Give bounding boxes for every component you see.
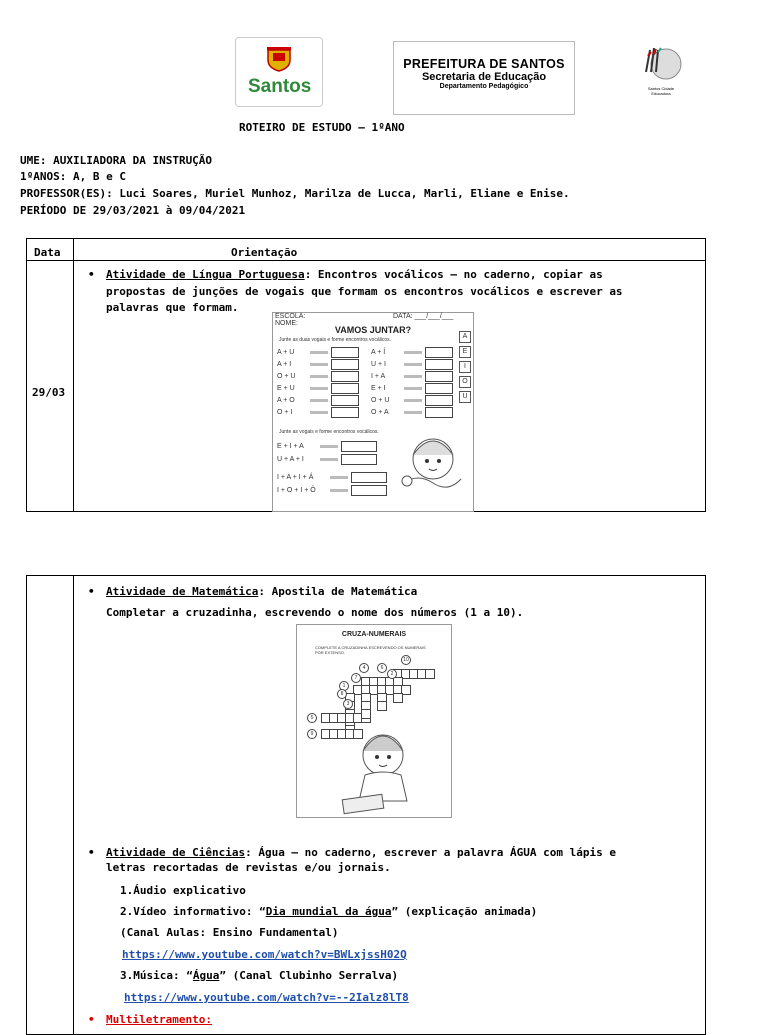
right-pairs-column	[371, 347, 453, 419]
vowel-tag: O	[459, 376, 471, 388]
answer-box	[351, 472, 387, 483]
science-activity-text: : Água – no caderno, escrever a palavra ÁGUA com lápis e	[245, 846, 616, 859]
science-activity-line2: letras recortadas de revistas e/ou jornais.	[106, 861, 391, 874]
cruza-numerais-worksheet	[296, 624, 452, 818]
left-pair-row	[277, 407, 359, 419]
item-video	[120, 905, 537, 918]
triple-row	[277, 441, 387, 454]
answer-box	[351, 485, 387, 496]
answer-box	[425, 383, 453, 394]
arrow-icon	[330, 476, 348, 479]
sheet-instruction-2: Junte as vogais e forme encontros vocálicos.	[279, 429, 379, 435]
crossword-number: 4	[359, 663, 369, 673]
vowel-tag: I	[459, 361, 471, 373]
triple-label: I + A + I + Á	[277, 474, 314, 482]
right-pair-label: O + A	[371, 409, 389, 417]
crossword-number: 1	[339, 681, 349, 691]
arrow-icon	[404, 399, 422, 402]
portuguese-activity-title: Atividade de Língua Portuguesa	[106, 268, 305, 281]
prefeitura-header	[393, 41, 575, 115]
answer-box	[331, 395, 359, 406]
triple-label: U + A + I	[277, 456, 304, 464]
sheet-nome: NOME:	[275, 320, 298, 327]
triple-row	[277, 454, 387, 472]
item-music-prefix: 3.Música: “	[120, 969, 193, 982]
cruza-title: CRUZA-NUMERAIS	[341, 631, 407, 638]
vamos-juntar-worksheet	[272, 312, 474, 512]
arrow-icon	[404, 363, 422, 366]
portuguese-activity-line2: propostas de junções de vogais que formam os encontros vocálicos e escrever as	[106, 285, 623, 298]
right-pair-row	[371, 371, 453, 383]
prefeitura-title: PREFEITURA DE SANTOS	[403, 57, 565, 71]
answer-box	[425, 347, 453, 358]
crossword-number: 7	[351, 673, 361, 683]
answer-box	[425, 407, 453, 418]
vowel-tag: A	[459, 331, 471, 343]
arrow-icon	[330, 489, 348, 492]
periodo-line: PERÍODO DE 29/03/2021 à 09/04/2021	[20, 204, 246, 217]
ume-line: UME: AUXILIADORA DA INSTRUÇÃO	[20, 154, 213, 167]
right-pair-label: E + I	[371, 385, 386, 393]
sheet-instruction-1: Junte as duas vogais e forme encontros vocálicos.	[279, 337, 392, 343]
item-music-suffix: ” (Canal Clubinho Serralva)	[219, 969, 399, 982]
vowel-tag: U	[459, 391, 471, 403]
arrow-icon	[404, 387, 422, 390]
answer-box	[425, 395, 453, 406]
answer-box	[425, 359, 453, 370]
bullet-dot: •	[88, 846, 95, 859]
answer-box	[341, 454, 377, 465]
crossword-number: 6	[377, 663, 387, 673]
sheet-title: VAMOS JUNTAR?	[334, 325, 412, 335]
left-pair-row	[277, 395, 359, 407]
crossword-number: 5	[307, 713, 317, 723]
sheet-data: DATA: ___/___/___	[393, 313, 454, 320]
left-pair-label: A + O	[277, 397, 295, 405]
answer-box	[331, 347, 359, 358]
secretaria-title: Secretaria de Educação	[421, 71, 547, 83]
crossword-cell	[361, 709, 371, 719]
bullet-dot: •	[88, 268, 95, 281]
answer-box	[331, 407, 359, 418]
departamento-title: Departamento Pedagógico	[439, 83, 529, 90]
professores-line: PROFESSOR(ES): Luci Soares, Muriel Munhoz, Marilza de Lucca, Marli, Eliane e Enise.	[20, 187, 570, 200]
cidade-educadora-logo	[638, 42, 686, 100]
bullet-dot: •	[88, 585, 95, 598]
girl-illustration-icon	[393, 431, 463, 501]
science-activity-title: Atividade de Ciências	[106, 846, 246, 859]
arrow-icon	[310, 387, 328, 390]
vowel-column	[459, 331, 471, 406]
bullet-dot: •	[88, 1013, 95, 1026]
right-pair-row	[371, 395, 453, 407]
item-music	[120, 969, 398, 982]
triple-row	[277, 472, 387, 485]
math-activity	[106, 585, 417, 598]
arrow-icon	[310, 411, 328, 414]
item-audio: 1.Áudio explicativo	[120, 884, 246, 897]
girl-writing-illustration-icon	[327, 725, 437, 815]
science-activity	[106, 846, 616, 859]
right-pair-label: O + U	[371, 397, 390, 405]
crossword-cell	[393, 693, 403, 703]
answer-box	[331, 371, 359, 382]
arrow-icon	[310, 363, 328, 366]
left-pair-label: A + U	[277, 349, 295, 357]
left-pair-label: O + U	[277, 373, 296, 381]
multiletramento-heading: Multiletramento:	[106, 1013, 212, 1026]
date-cell: 29/03	[32, 386, 66, 399]
triple-row	[277, 485, 387, 498]
right-pair-label: A + Í	[371, 349, 386, 357]
crossword-number: 10	[401, 655, 411, 665]
left-pair-label: E + U	[277, 385, 295, 393]
item-music-title: Água	[192, 969, 220, 982]
left-pair-row	[277, 359, 359, 371]
item-video-suffix: ” (explicação animada)	[391, 905, 538, 918]
portuguese-activity-line3: palavras que formam.	[106, 301, 239, 314]
right-pair-row	[371, 407, 453, 419]
arrow-icon	[310, 375, 328, 378]
triple-label: E + I + A	[277, 443, 304, 451]
arrow-icon	[310, 399, 328, 402]
triple-label: I + O + I + Ô	[277, 487, 316, 495]
left-pair-row	[277, 383, 359, 395]
answer-box	[425, 371, 453, 382]
sheet-escola: ESCOLA:	[275, 313, 306, 320]
santos-logo	[235, 37, 323, 107]
crossword-number: 2	[387, 669, 397, 679]
header-orientacao: Orientação	[231, 246, 298, 259]
math-activity-line2: Completar a cruzadinha, escrevendo o nome dos números (1 a 10).	[106, 606, 524, 619]
right-pair-row	[371, 347, 453, 359]
arrow-icon	[404, 411, 422, 414]
cruza-instruction: COMPLETE A CRUZADINHA ESCREVENDO OS NUMERAIS POR EXTENSO.	[315, 645, 426, 655]
right-pair-row	[371, 383, 453, 395]
anos-line: 1ºANOS: A, B e C	[20, 170, 126, 183]
left-pair-label: A + I	[277, 361, 292, 369]
right-pair-label: I + A	[371, 373, 386, 381]
portuguese-activity	[106, 268, 603, 281]
arrow-icon	[404, 351, 422, 354]
answer-box	[331, 359, 359, 370]
left-pair-row	[277, 371, 359, 383]
arrow-icon	[320, 458, 338, 461]
santos-logo-text: Santos	[248, 76, 312, 97]
crossword-number: 8	[337, 689, 347, 699]
item-video-title: Dia mundial da água	[265, 905, 392, 918]
triples-column	[277, 441, 387, 498]
vowel-tag: E	[459, 346, 471, 358]
right-pair-row	[371, 359, 453, 371]
youtube-link-1[interactable]: https://www.youtube.com/watch?v=BWLxjssH02Q	[122, 948, 407, 961]
right-pair-label: U + I	[371, 361, 386, 369]
answer-box	[341, 441, 377, 452]
cidade-educadora-text: Santos Cidade Educadora	[647, 86, 675, 96]
header-data: Data	[34, 246, 61, 259]
arrow-icon	[404, 375, 422, 378]
math-activity-title: Atividade de Matemática	[106, 585, 259, 598]
math-activity-text: : Apostila de Matemática	[258, 585, 418, 598]
crest-icon	[264, 46, 294, 72]
portuguese-activity-text: : Encontros vocálicos – no caderno, copiar as	[304, 268, 603, 281]
crossword-number: 9	[307, 729, 317, 739]
left-pair-label: O + I	[277, 409, 293, 417]
item-video-prefix: 2.Vídeo informativo: “	[120, 905, 266, 918]
left-pair-row	[277, 347, 359, 359]
crossword-cell	[377, 701, 387, 711]
crossword-number: 3	[343, 699, 353, 709]
answer-box	[331, 383, 359, 394]
crossword-cell	[425, 669, 435, 679]
left-pairs-column	[277, 347, 359, 419]
youtube-link-2[interactable]: https://www.youtube.com/watch?v=--2Ialz8lT8	[124, 991, 409, 1004]
document-title: ROTEIRO DE ESTUDO – 1ºANO	[239, 121, 405, 134]
arrow-icon	[310, 351, 328, 354]
arrow-icon	[320, 445, 338, 448]
hands-globe-icon	[638, 42, 684, 82]
canal-line: (Canal Aulas: Ensino Fundamental)	[120, 926, 339, 939]
